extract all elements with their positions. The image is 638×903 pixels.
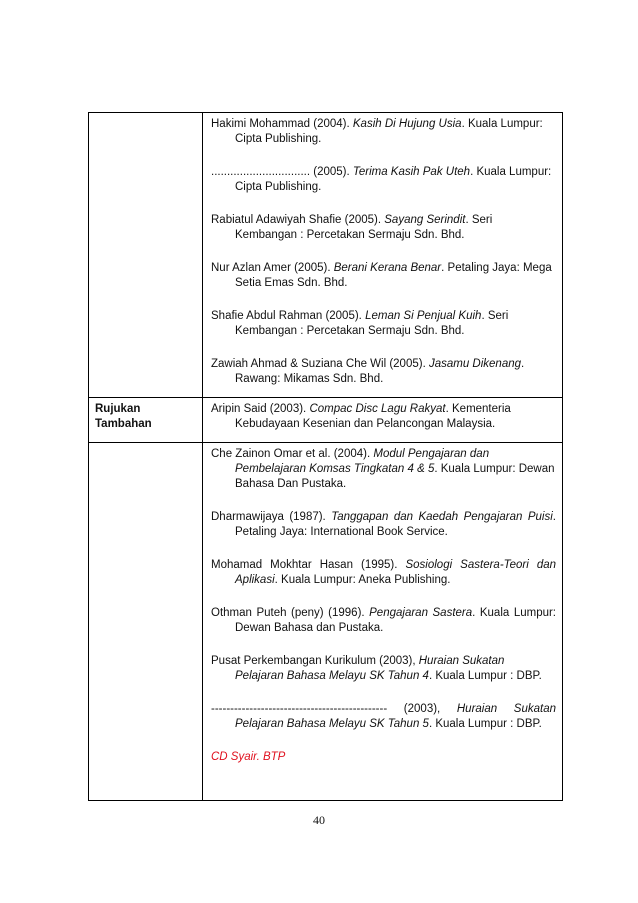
reference-title: Berani Kerana Benar (333, 262, 442, 274)
reference-title: Terima Kasih Pak Uteh (352, 166, 471, 178)
reference-text: . Seri Kembangan : Percetakan Sermaju Sdn. Bhd. (235, 310, 509, 337)
reference-title: Sosiologi Sastera-Teori dan Aplikasi (235, 559, 557, 586)
reference-entry (211, 357, 556, 387)
table-row (89, 398, 563, 443)
reference-text: . Kuala Lumpur : DBP. (428, 718, 542, 730)
reference-entry (211, 117, 556, 147)
reference-text: . Kuala Lumpur: Aneka Publishing. (274, 574, 451, 586)
row-label-cell (89, 443, 203, 801)
reference-text: . Kuala Lumpur: Cipta Publishing. (235, 166, 552, 193)
reference-entry (211, 510, 556, 540)
reference-title: Compac Disc Lagu Rakyat (309, 403, 446, 415)
reference-text: Pusat Perkembangan Kurikulum (2003), (211, 655, 419, 667)
row-label-line: Rujukan (95, 403, 141, 415)
references-cell (203, 398, 563, 443)
reference-text: . Kuala Lumpur: Dewan Bahasa Dan Pustaka. (235, 463, 555, 490)
reference-text: . Kuala Lumpur: Dewan Bahasa dan Pustaka. (235, 607, 557, 634)
reference-text: . Kuala Lumpur: Cipta Publishing. (235, 118, 543, 145)
reference-text: . Petaling Jaya: International Book Service. (235, 511, 556, 538)
reference-text: Hakimi Mohammad (2004). (211, 118, 353, 130)
reference-title: Sayang Serindit (384, 214, 466, 226)
reference-text: Nur Azlan Amer (2005). (211, 262, 334, 274)
reference-entry (211, 402, 556, 432)
row-label-cell (89, 113, 203, 398)
reference-text: ---------------------------------------------- (2003), (211, 703, 457, 715)
reference-title: Huraian Sukatan Pelajaran Bahasa Melayu SK Tahun 4 (235, 655, 505, 682)
reference-title: Pengajaran Sastera (369, 607, 473, 619)
reference-title: CD Syair. BTP (211, 751, 286, 763)
reference-title: Modul Pengajaran dan Pembelajaran Komsas Tingkatan 4 & 5 (235, 448, 490, 475)
reference-text: Dharmawijaya (1987). (211, 511, 332, 523)
reference-text: . Rawang: Mikamas Sdn. Bhd. (235, 358, 525, 385)
reference-text: . Seri Kembangan : Percetakan Sermaju Sdn. Bhd. (235, 214, 493, 241)
table-row (89, 113, 563, 398)
reference-text: Che Zainon Omar et al. (2004). (211, 448, 374, 460)
reference-table-body (89, 113, 563, 801)
reference-text: Aripin Said (2003). (211, 403, 310, 415)
reference-text: . Kuala Lumpur : DBP. (428, 670, 542, 682)
reference-entry (211, 165, 556, 195)
reference-title: Tanggapan dan Kaedah Pengajaran Puisi (331, 511, 553, 523)
row-label-cell (89, 398, 203, 443)
table-row (89, 443, 563, 801)
reference-entry (211, 558, 556, 588)
reference-text: Othman Puteh (peny) (1996). (211, 607, 370, 619)
reference-text: Shafie Abdul Rahman (2005). (211, 310, 366, 322)
reference-entry (211, 261, 556, 291)
references-cell (203, 443, 563, 801)
reference-entry (211, 447, 556, 492)
reference-text: Mohamad Mokhtar Hasan (1995). (211, 559, 406, 571)
references-cell (203, 113, 563, 398)
reference-entry (211, 606, 556, 636)
reference-text: . Petaling Jaya: Mega Setia Emas Sdn. Bhd. (235, 262, 552, 289)
reference-text: ............................... (2005). (211, 166, 353, 178)
reference-entry (211, 702, 556, 732)
reference-entry (211, 213, 556, 243)
row-label-line: Tambahan (95, 418, 152, 430)
reference-entry (211, 309, 556, 339)
reference-title: Jasamu Dikenang (428, 358, 522, 370)
reference-text: Zawiah Ahmad & Suziana Che Wil (2005). (211, 358, 429, 370)
reference-text: . Kementeria Kebudayaan Kesenian dan Pelancongan Malaysia. (235, 403, 511, 430)
reference-table (88, 112, 563, 801)
reference-entry (211, 654, 556, 684)
reference-title: Leman Si Penjual Kuih (365, 310, 482, 322)
reference-title: Kasih Di Hujung Usia (352, 118, 462, 130)
reference-text: Rabiatul Adawiyah Shafie (2005). (211, 214, 385, 226)
page-number: 40 (313, 813, 325, 827)
reference-title: Huraian Sukatan Pelajaran Bahasa Melayu SK Tahun 5 (235, 703, 556, 730)
reference-entry (211, 750, 556, 765)
